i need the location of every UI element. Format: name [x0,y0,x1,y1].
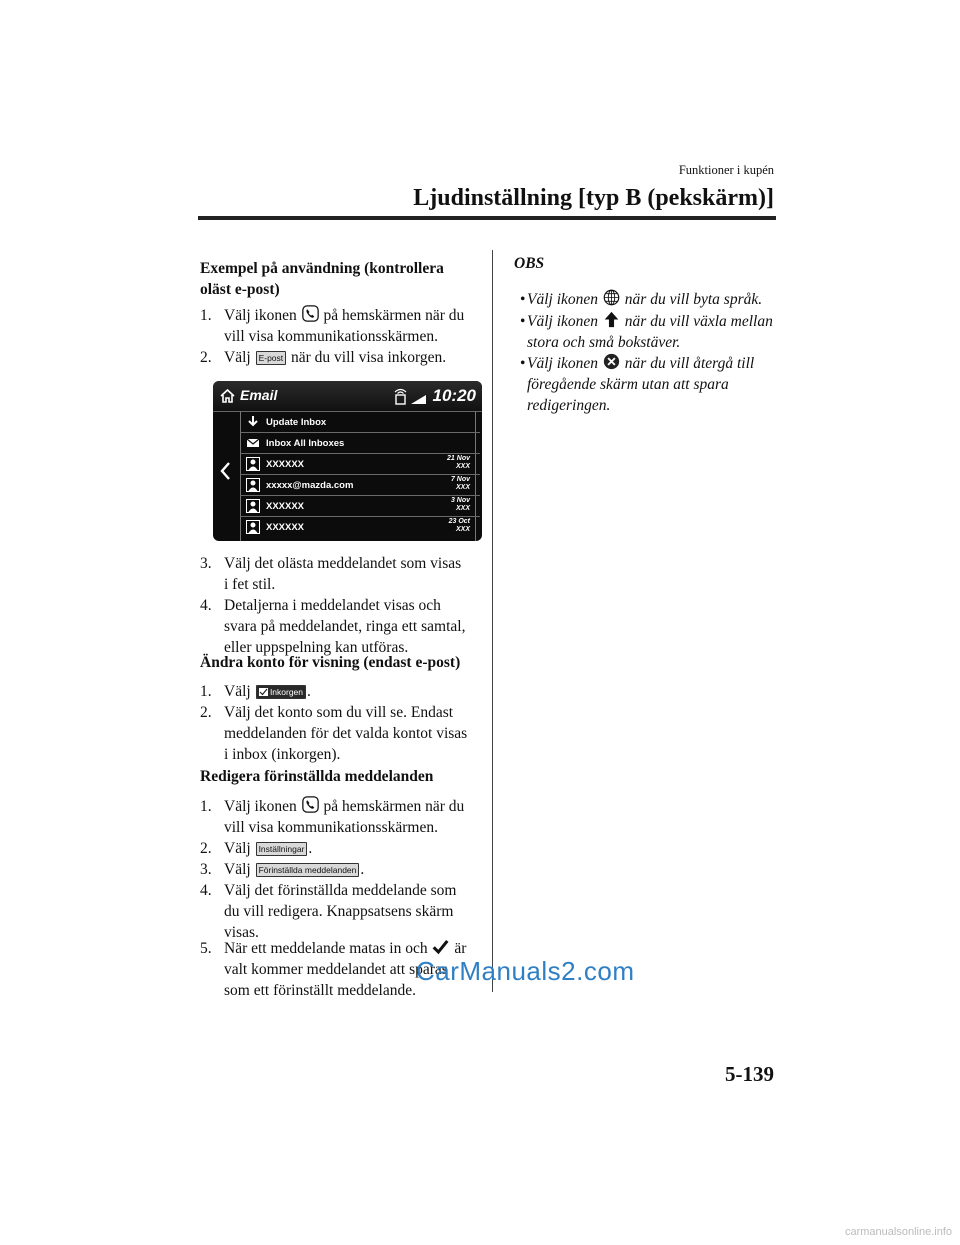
email-screen [213,381,482,541]
phone-icon [302,796,319,813]
screen-clock: 10:20 [432,386,476,405]
envelope-icon [246,436,260,450]
inbox-all-row[interactable]: Inbox All Inboxes [240,433,480,454]
page-title: Ljudinställning [typ B (pekskärm)] [413,185,774,211]
globe-icon [603,289,620,306]
contact-icon [246,499,260,513]
preset-messages-button[interactable]: Förinställda meddelanden [256,863,360,877]
header-divider [198,216,776,220]
notes-title: OBS [514,255,545,272]
back-arrow-icon[interactable] [219,461,231,481]
settings-button[interactable]: Inställningar [256,842,308,856]
phone-icon [302,305,319,322]
message-row[interactable]: xxxxx@mazda.com 7 Nov XXX [240,475,480,496]
download-icon [246,415,260,429]
footer-site: carmanualsonline.info [844,1226,952,1238]
contact-icon [246,457,260,471]
inbox-button[interactable]: Inkorgen [256,685,306,699]
mail-check-icon [259,688,268,696]
screen-status-bar [213,381,482,412]
column-divider [492,250,493,992]
update-inbox-row[interactable]: Update Inbox [240,412,480,433]
section-label: Funktioner i kupén [678,163,774,177]
email-button[interactable]: E-post [256,351,287,365]
message-row[interactable]: XXXXXX 23 Oct XXX [240,517,480,537]
home-icon[interactable] [220,389,235,403]
manual-page: Funktioner i kupén Ljudinställning [typ B (pekskärm)] Exempel på användning (kontrollera oläst e-post) 1. Välj ikonen på hemskärmen när du vill visa kommunikationsskärmen. 2. Välj E-post när du vill visa inkorgen. Email 10:20 Update Inbox Inbox All Inboxes XXXXXX 21 Nov XXX xxxxx@mazda.com 7 Nov XXX XXXXXX 3 Nov XXX XXXXXX 23 Oct XXX 3. Välj det olästa meddelandet som visas i fet stil. 4. Detaljerna i meddelandet visas och svara på meddelandet, ringa ett samtal, eller uppspelning kan utföras. Ändra konto för visning (endast e-post) 1. Välj Inkorgen . 2. Välj det konto som du vill se. Endast meddelanden för det valda kontot visas i inbox (inkorgen). Redigera förinställda meddelanden 1. Välj ikonen på hemskärmen när du vill visa kommunikationsskärmen. 2. Välj Inställningar . 3. Välj Förinställda meddelanden . 4. Välj det förinställda meddelande som du vill redigera. Knappsatsens skärm visas. 5. När ett meddelande matas in och är valt kommer meddelandet att sparas som ett förinställt meddelande. OBS • Välj ikonen när du vill byta språk. • Välj ikonen när du vill växla mellan stora och små bokstäver. • Välj ikonen när du vill återgå till föregående skärm utan att spara redigeringen. CarManuals2.com 5-139 carmanualsonline.info [200,163,952,1238]
section2-heading: Ändra konto för visning (endast e-post) [200,654,461,671]
cancel-circle-icon [603,353,620,370]
screen-title: Email [240,387,278,403]
signal-icon [393,386,429,406]
message-row[interactable]: XXXXXX 21 Nov XXX [240,454,480,475]
contact-icon [246,478,260,492]
section1-heading: Exempel på användning (kontrollera oläst e-post) [200,260,444,298]
checkmark-icon [432,938,449,955]
watermark: CarManuals2.com [416,956,635,986]
message-row[interactable]: XXXXXX 3 Nov XXX [240,496,480,517]
shift-arrow-icon [603,311,620,328]
contact-icon [246,520,260,534]
section3-heading: Redigera förinställda meddelanden [200,768,434,785]
page-number: 5-139 [725,1062,774,1086]
